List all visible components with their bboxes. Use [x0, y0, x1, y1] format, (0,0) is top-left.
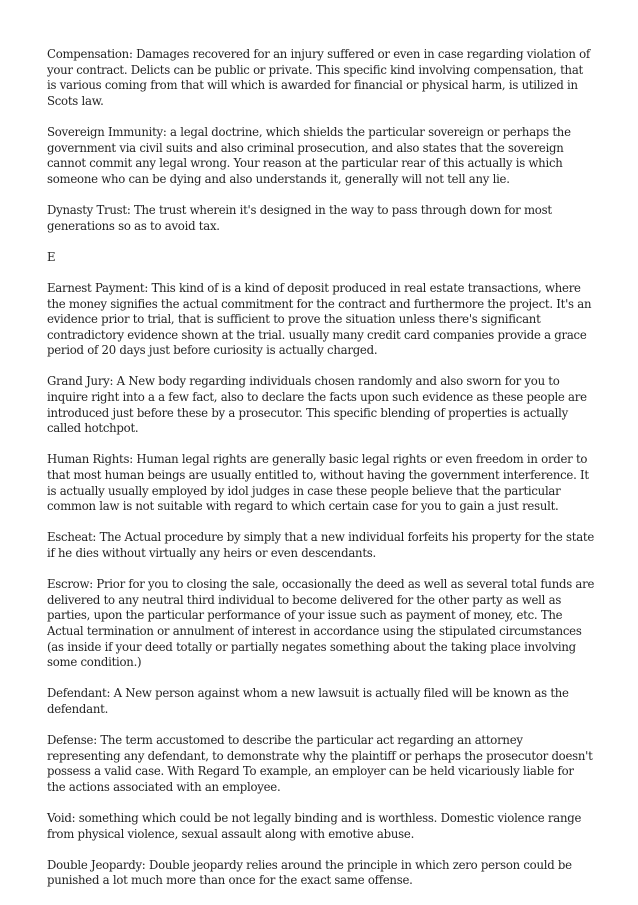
paragraph-earnest-payment: Earnest Payment: This kind of is a kind of deposit produced in real estate transactions, where the money signifies the actual commitment for the contract and furthermore the project. It's an evidence prior to trial, that is sufficient to prove the situation unless there's significant contradictory evidence shown at the trial. usually many credit card companies provide a grace period of 20 days just before curiosity is actually charged.	[47, 280, 592, 358]
paragraph-compensation: Compensation: Damages recovered for an injury suffered or even in case regarding violation of your contract. Delicts can be public or private. This specific kind involving compensation, that is various coming from that will which is awarded for financial or physical harm, is utilized in Scots law.	[47, 47, 590, 108]
paragraph-sovereign-immunity: Sovereign Immunity: a legal doctrine, which shields the particular sovereign or perhaps the government via civil suits and also criminal prosecution, and also states that the sovereign cannot commit any legal wrong. Your reason at the particular rear of this actually is which someone who can be dying and also understands it, generally will not tell any lie.	[47, 124, 571, 186]
paragraph-void: Void: something which could be not legally binding and is worthless. Domestic violence range from physical violence, sexual assault along with emotive abuse.	[47, 811, 582, 841]
paragraph-escrow: Escrow: Prior for you to closing the sale, occasionally the deed as well as several total funds are delivered to any neutral third individual to become delivered for the other party as well as parties, upon the particular performance of your issue such as payment of money, etc. The Actual termination or annulment of interest in accordance using the stipulated circumstances (as inside if your deed totally or partially negates something about the taking place involving some condition.)	[47, 577, 595, 670]
document-page	[47, 47, 595, 905]
paragraph-grand-jury: Grand Jury: A New body regarding individuals chosen randomly and also sworn for you to inquire right into a a few fact, also to declare the facts upon such evidence as these people are introduced just before these by a prosecutor. This specific blending of properties is actually called hotchpot.	[47, 374, 587, 436]
paragraph-defendant: Defendant: A New person against whom a new lawsuit is actually filed will be known as the defendant.	[47, 686, 569, 716]
paragraph-human-rights: Human Rights: Human legal rights are generally basic legal rights or even freedom in order to that most human beings are usually entitled to, without having the government interference. It is actually usually employed by idol judges in case these people believe that the particular common law is not suitable with regard to which certain case for you to gain a just result.	[47, 452, 589, 514]
paragraph-defense: Defense: The term accustomed to describe the particular act regarding an attorney representing any defendant, to demonstrate why the plaintiff or perhaps the prosecutor doesn't possess a valid case. With Regard To example, an employer can be held vicariously liable for the actions associated with an employee.	[47, 733, 593, 794]
section-letter-heading: E	[47, 249, 56, 264]
paragraph-dynasty-trust: Dynasty Trust: The trust wherein it's designed in the way to pass through down for most generations so as to avoid tax.	[47, 202, 552, 233]
paragraph-escheat: Escheat: The Actual procedure by simply that a new individual forfeits his property for the state if he dies without virtually any heirs or even descendants.	[47, 530, 595, 560]
paragraph-double-jeopardy: Double Jeopardy: Double jeopardy relies around the principle in which zero person could be punished a lot much more than once for the exact same offense.	[47, 857, 572, 888]
